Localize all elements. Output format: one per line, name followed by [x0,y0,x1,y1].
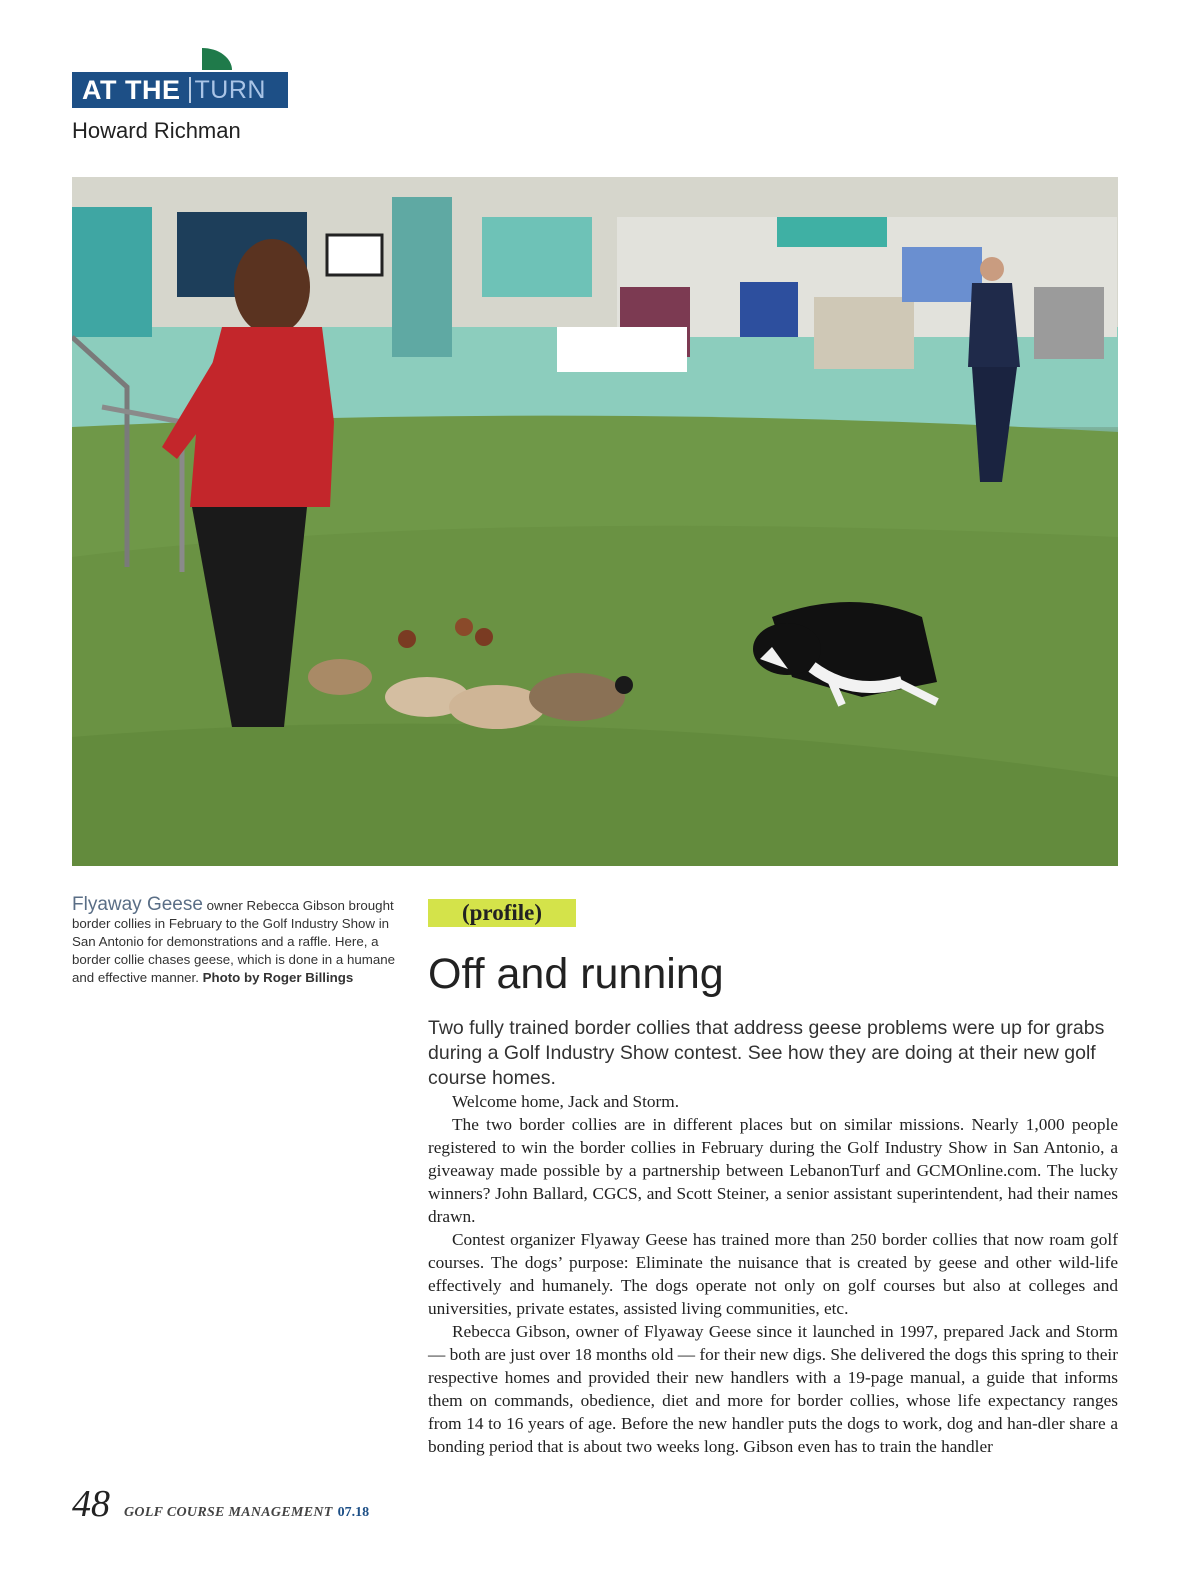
photo-credit: Photo by Roger Billings [202,970,354,985]
caption-lead: Flyaway Geese [72,894,203,915]
section-label-light: TURN [194,75,266,104]
section-label-bold: AT THE [82,74,181,105]
article-body [428,1090,1118,1458]
body-paragraph: Contest organizer Flyaway Geese has trained more than 250 border collies that now roam golf courses. The dogs’ purpose: Eliminate the nuisance that is created by geese and other wild-life effectively and humanely. The dogs operate not only on golf courses but also at colleges and universities, private estates, assisted living communities, etc. [428,1230,1118,1318]
body-paragraph: The two border collies are in different places but on similar missions. Nearly 1,000 people registered to win the border collies in February during the Golf Industry Show in San Antonio, a giveaway made possible by a partnership between LebanonTurf and GCMOnline.com. The lucky winners? John Ballard, CGCS, and Scott Steiner, a senior assistant superintendent, had their names drawn. [428,1115,1118,1226]
page-footer [72,1482,369,1526]
article-headline: Off and running [428,950,724,998]
feature-photo [72,177,1118,866]
photo-caption [72,896,402,987]
page-number: 48 [72,1483,110,1525]
body-paragraph: Welcome home, Jack and Storm. [452,1092,680,1111]
body-paragraph: Rebecca Gibson, owner of Flyaway Geese since it launched in 1997, prepared Jack and Storm — both are just over 18 months old — for their new digs. She delivered the dogs this spring to their respective homes and provided their new handlers with a 19-page manual, a guide that informs them on commands, obedience, diet and more for border collies, whose life expectancy ranges from 14 to 16 years of age. Before the new handler puts the dogs to work, dog and han-dler share a bonding period that is about two weeks long. Gibson even has to train the handler [428,1322,1118,1456]
flag-icon [202,48,232,70]
section-logo [72,48,288,110]
photo-illustration [72,177,1118,866]
profile-tag: (profile) [428,899,576,927]
issue-date: 07.18 [337,1505,370,1520]
article-deck: Two fully trained border collies that address geese problems were up for grabs during a Golf Industry Show contest. See how they are doing at their new golf course homes. [428,1017,1105,1089]
section-divider [189,77,191,103]
caption-text: owner Rebecca Gibson brought border collies in February to the Golf Industry Show in San Antonio for demonstrations and a raffle. Here, a border collie chases geese, which is done in a humane and effective manner. [72,898,396,985]
section-banner [72,72,288,108]
author-name: Howard Richman [72,118,241,143]
magazine-title: GOLF COURSE MANAGEMENT [124,1505,333,1520]
